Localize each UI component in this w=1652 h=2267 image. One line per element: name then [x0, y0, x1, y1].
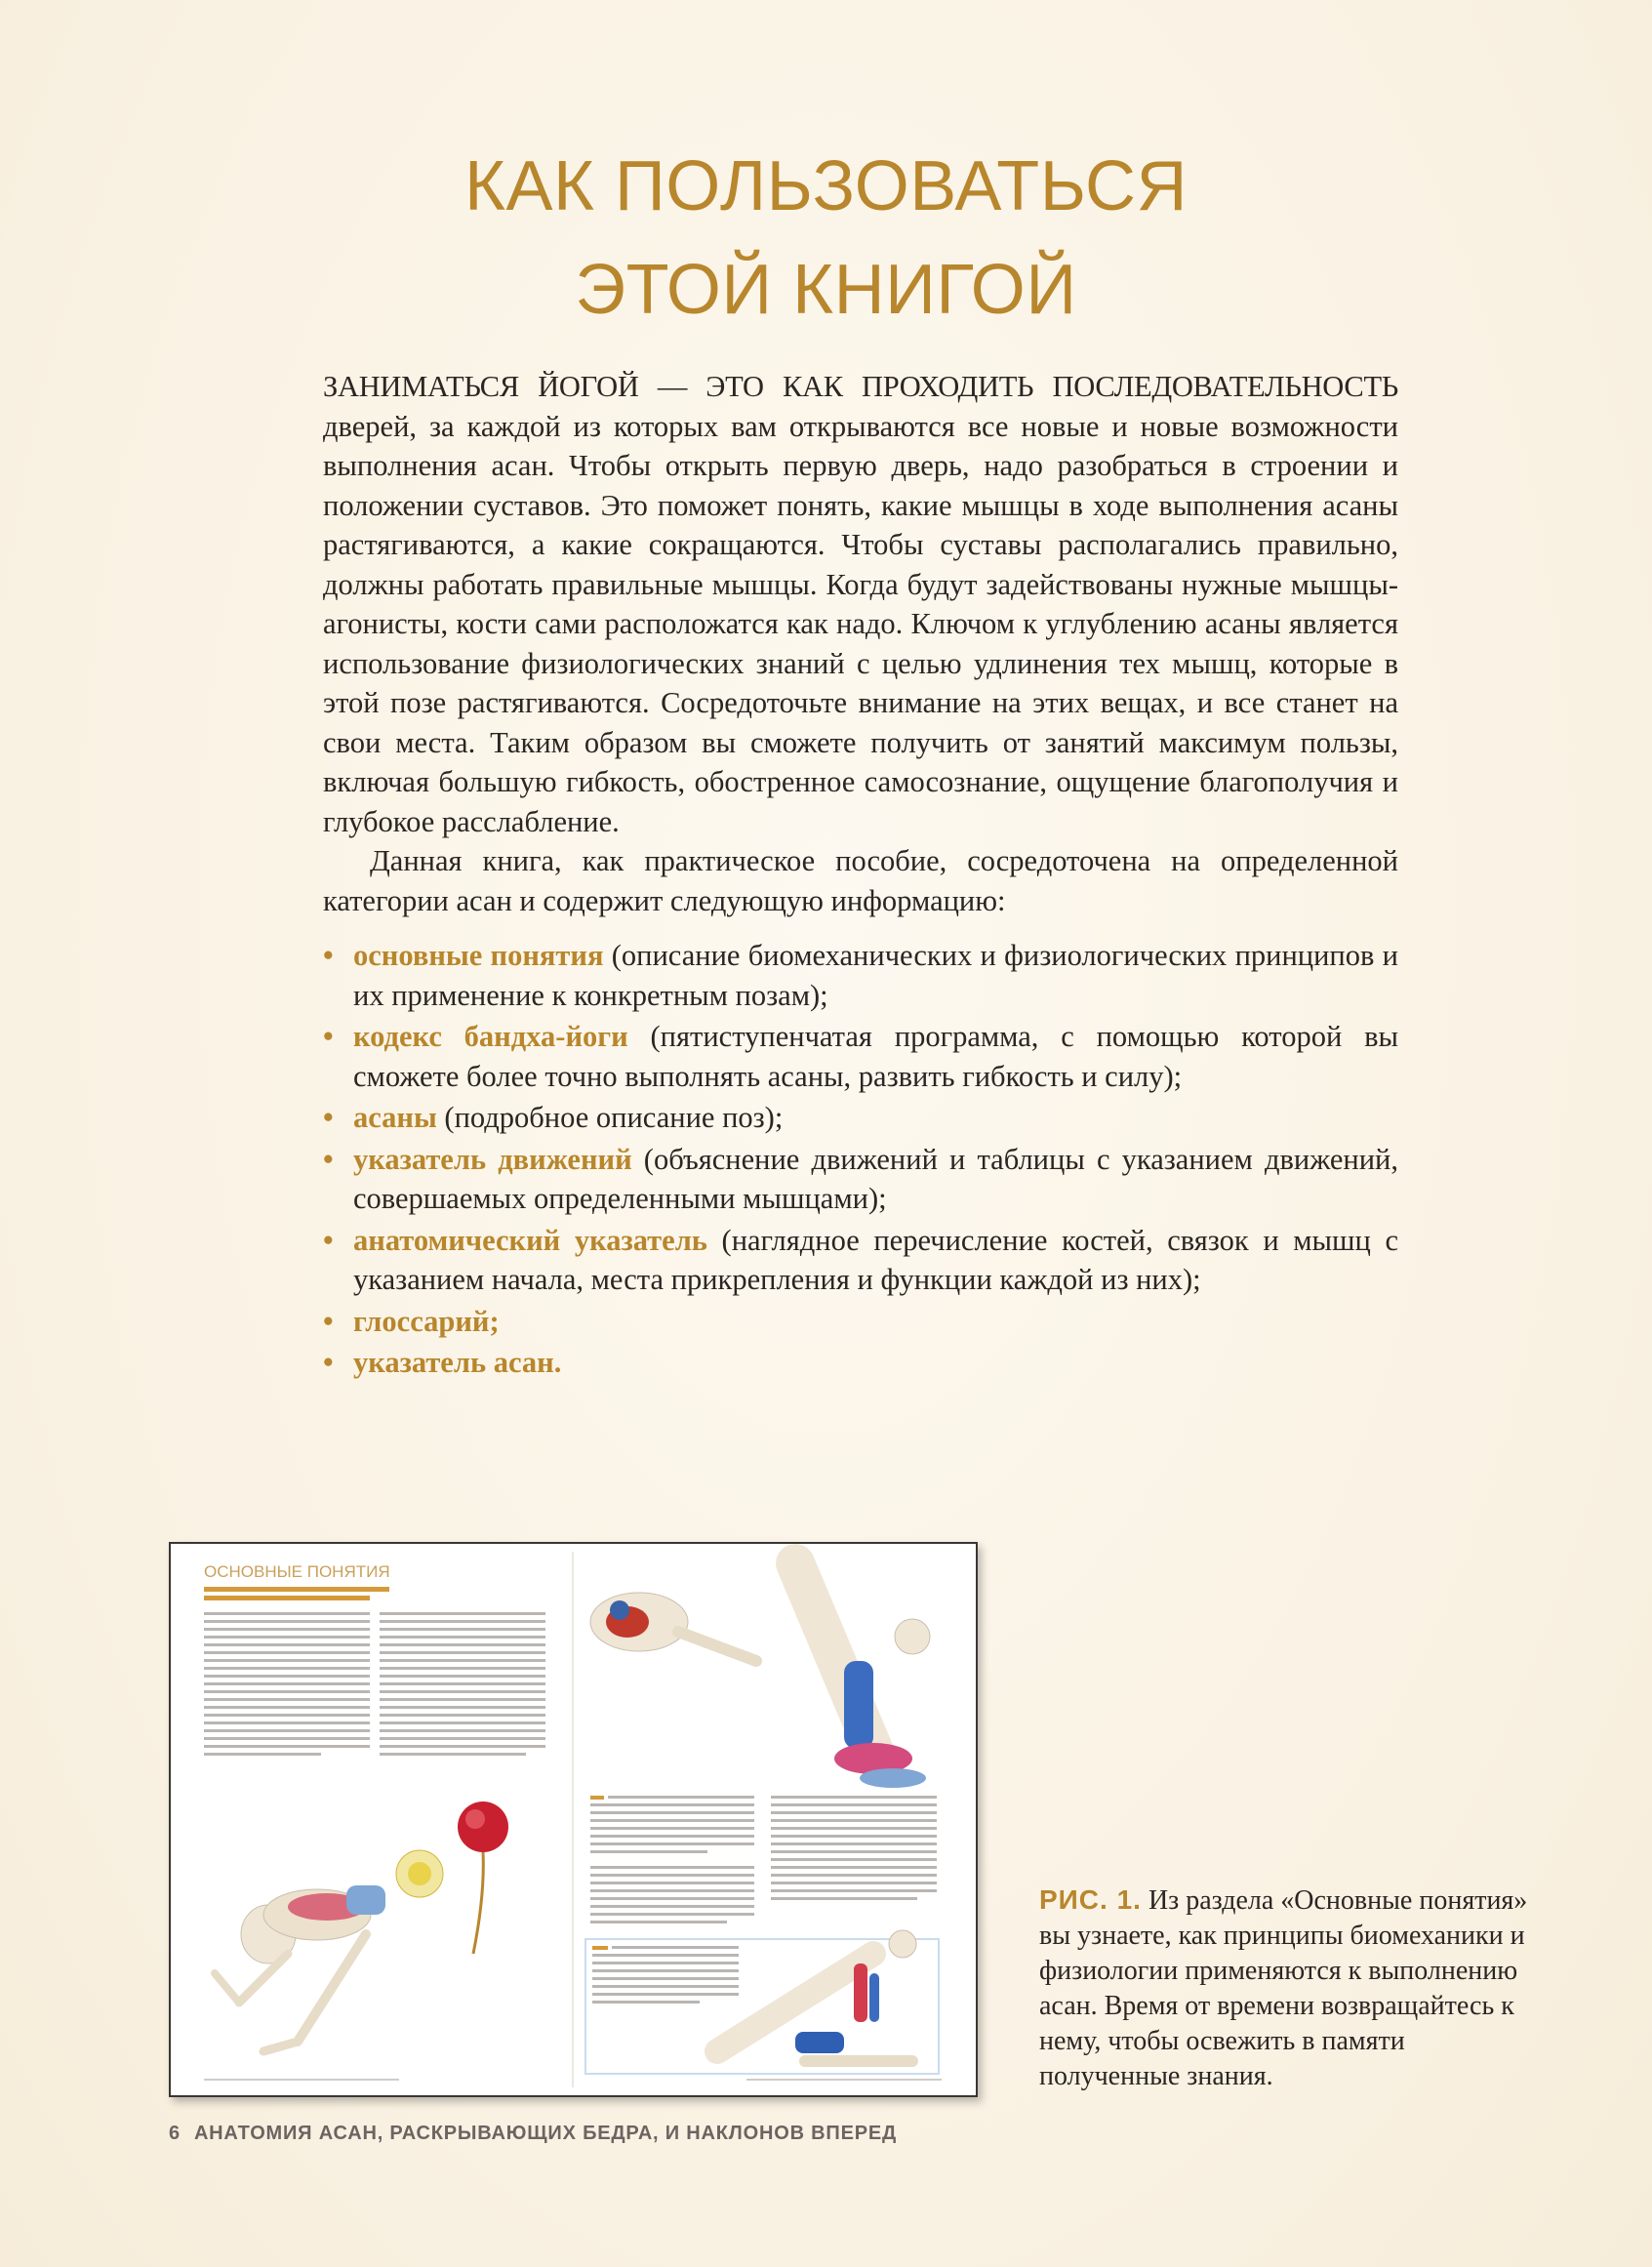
bullet-icon: • — [323, 939, 334, 972]
running-footer — [169, 2123, 897, 2145]
list-item-description: (объяснение движений и таблицы с указанием движений, совершаемых определенными мышцами); — [353, 1142, 1398, 1215]
list-item-term: указатель движений — [353, 1142, 632, 1176]
thumb-text-column-right — [380, 1612, 545, 1756]
thumb-anatomy-figure-top-right — [590, 1563, 930, 1788]
page-title-line-2: ЭТОЙ КНИГОЙ — [575, 251, 1077, 329]
bullet-icon: • — [323, 1142, 334, 1176]
thumb-info-box — [585, 1939, 939, 2074]
thumb-figure-label — [592, 1946, 608, 1950]
thumb-subheading-bar — [204, 1596, 370, 1600]
contents-paragraph: Данная книга, как практическое пособие, сосредоточена на определенной категории асан и содержит следующую информацию: — [323, 844, 1398, 917]
list-item-term: основные понятия — [353, 939, 604, 972]
list-item-description: (наглядное перечисление костей, связок и мышц с указанием начала, места прикрепления и функции каждой из них); — [353, 1223, 1398, 1296]
contents-list-item — [323, 1140, 1398, 1219]
page-title-line-1: КАК ПОЛЬЗОВАТЬСЯ — [464, 147, 1188, 225]
thumb-info-box-text — [592, 1946, 739, 2004]
page-title — [0, 135, 1652, 342]
intro-lead: ЗАНИМАТЬСЯ ЙОГОЙ — ЭТО КАК ПРОХОДИТЬ ПОСЛЕДОВАТЕЛЬНОСТЬ — [323, 370, 1398, 403]
figure-label: РИС. 1. — [1039, 1884, 1142, 1915]
list-item-term: анатомический указатель — [353, 1223, 707, 1257]
contents-list-item — [323, 936, 1398, 1015]
bullet-icon: • — [323, 1346, 334, 1379]
thumb-heading: ОСНОВНЫЕ ПОНЯТИЯ — [204, 1562, 390, 1581]
contents-list-item — [323, 1017, 1398, 1096]
list-item-description: (подробное описание поз); — [436, 1101, 784, 1134]
running-title: АНАТОМИЯ АСАН, РАСКРЫВАЮЩИХ БЕДРА, И НАКЛОНОВ ВПЕРЕД — [193, 2123, 898, 2144]
figure-caption-text: Из раздела «Основные понятия» вы узнаете, как принципы биомеханики и физиологии применяются к выполнению асан. Время от времени возвращайтесь к нему, чтобы освежить в памяти полученные знания. — [1039, 1885, 1528, 2091]
page-number: 6 — [169, 2123, 181, 2144]
bullet-icon: • — [323, 1304, 334, 1338]
list-item-term: глоссарий; — [353, 1304, 500, 1338]
bullet-icon: • — [323, 1223, 334, 1257]
thumb-text-column-left — [204, 1612, 370, 1756]
list-item-term: асаны — [353, 1101, 437, 1134]
list-item-term: указатель асан. — [353, 1346, 562, 1379]
contents-list-item — [323, 1221, 1398, 1300]
contents-list — [323, 936, 1398, 1383]
figure-thumbnail — [169, 1542, 978, 2097]
thumb-text-column-right-page — [590, 1796, 937, 1923]
thumb-figure-label — [590, 1796, 604, 1800]
bullet-icon: • — [323, 1101, 334, 1134]
thumb-subheading-bar — [204, 1587, 389, 1592]
thumb-anatomy-figure-bottom-right — [717, 1930, 916, 2061]
thumb-footer-line — [204, 2079, 399, 2081]
sample-spread-illustration — [171, 1544, 976, 2095]
contents-list-item — [323, 1098, 1398, 1138]
contents-list-item — [323, 1302, 1398, 1342]
list-item-term: кодекс бандха-йоги — [353, 1020, 628, 1053]
list-item-description: (пятиступенчатая программа, с помощью которой вы сможете более точно выполнять асаны, развить гибкость и силу); — [353, 1020, 1398, 1093]
bullet-icon: • — [323, 1020, 334, 1053]
list-item-description: (описание биомеханических и физиологических принципов и их применение к конкретным позам); — [353, 939, 1398, 1012]
intro-paragraph-text: дверей, за каждой из которых вам открываются все новые и новые возможности выполнения асан. Чтобы открыть первую дверь, надо разобраться в строении и положении суставов. Это поможет понять, какие мышцы в ходе выполнения асаны растягиваются, а какие сокращаются. Чтобы суставы располагались правильно, должны работать правильные мышцы. Когда будут задействованы нужные мышцы-агонисты, кости сами расположатся как надо. Ключом к углублению асаны является использование физиологических знаний с целью удлинения тех мышц, которые в этой позе растягиваются. Сосредоточьте внимание на этих вещах, и все станет на свои места. Таким образом вы сможете получить от занятий максимум пользы, включая большую гибкость, обостренное самосознание, ощущение благополучия и глубокое расслабление. — [323, 409, 1398, 838]
contents-list-item — [323, 1343, 1398, 1383]
figure-caption — [1039, 1882, 1547, 2094]
thumb-anatomy-figure-left — [215, 1801, 508, 2051]
main-text — [323, 367, 1398, 1385]
thumb-footer-line — [746, 2079, 942, 2081]
intro-paragraph — [323, 367, 1398, 841]
